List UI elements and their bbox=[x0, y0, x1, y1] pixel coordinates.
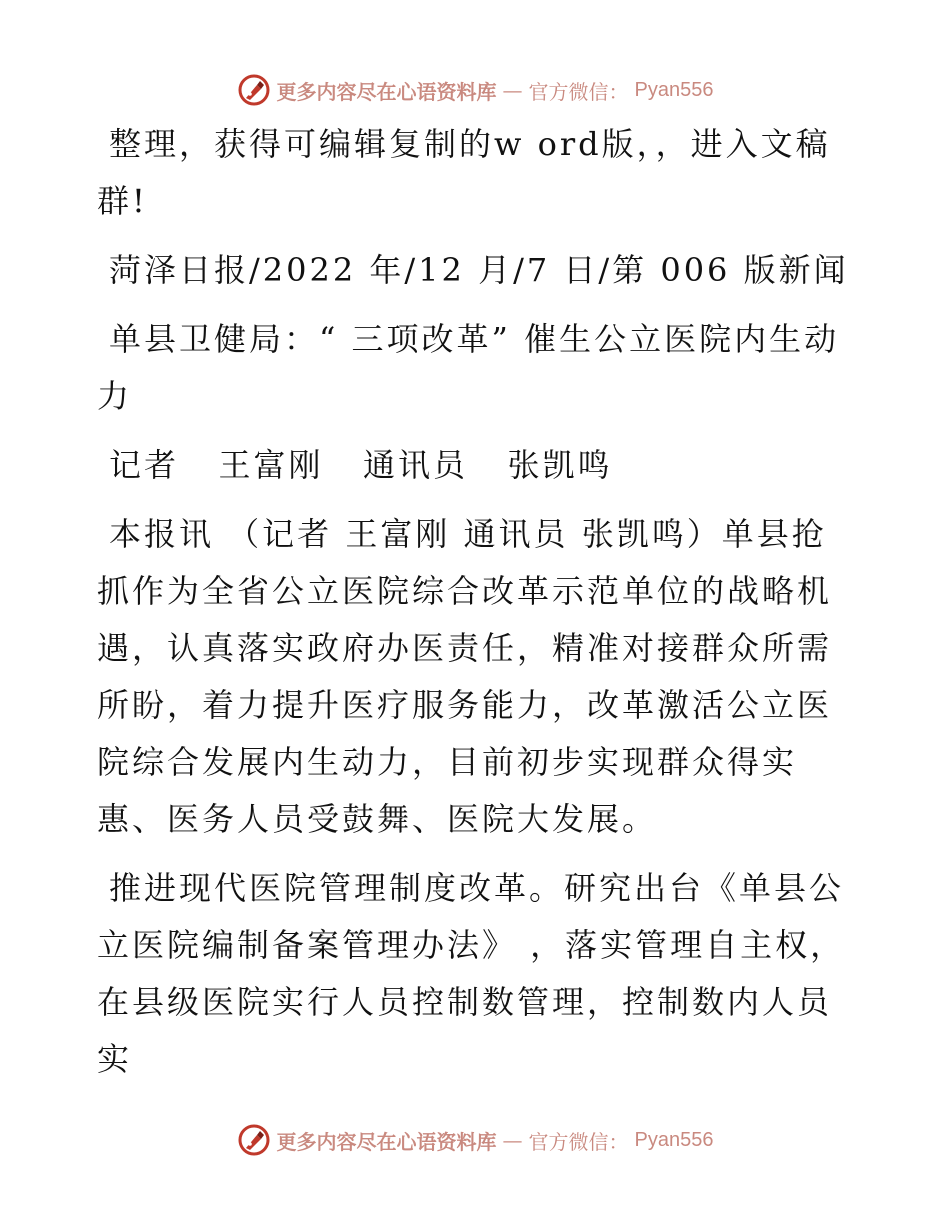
article-paragraph-2: 推进现代医院管理制度改革。研究出台《单县公立医院编制备案管理办法》 ，落实管理自主权，在县级医院实行人员控制数管理，控制数内人员实 bbox=[97, 869, 846, 1078]
header-banner bbox=[0, 70, 950, 110]
footer-banner bbox=[0, 1120, 950, 1160]
article-headline: 单县卫健局：“ 三项改革” 催生公立医院内生动力 bbox=[97, 320, 840, 415]
banner-wechat-label: 官方微信： bbox=[528, 1129, 629, 1154]
banner-brand-text: 更多内容尽在心语资料库 bbox=[276, 1129, 497, 1154]
article-paragraph-1: 本报讯 （记者 王富刚 通讯员 张凯鸣）单县抢抓作为全省公立医院综合改革示范单位的战略机遇，认真落实政府办医责任，精准对接群众所需所盼，着力提升医疗服务能力，改革激活公立医院综合发展内生动力，目前初步实现群众得实惠、医务人员受鼓舞、医院大发展。 bbox=[97, 515, 833, 838]
pen-nib-logo-icon bbox=[237, 73, 271, 107]
banner-wechat-handle: Pyan556 bbox=[634, 78, 714, 101]
banner-wechat-label: 官方微信： bbox=[528, 79, 629, 104]
banner-brand-text: 更多内容尽在心语资料库 bbox=[276, 79, 497, 104]
pen-nib-logo-icon bbox=[237, 1123, 271, 1157]
intro-line: 整理，获得可编辑复制的w ord版，，进入文稿群! bbox=[97, 125, 831, 220]
banner-separator: — bbox=[502, 78, 523, 102]
banner-wechat-handle: Pyan556 bbox=[634, 1128, 714, 1151]
source-line: 菏泽日报/2022 年/12 月/7 日/第 006 版新闻 bbox=[109, 251, 849, 289]
document-body bbox=[97, 116, 857, 1100]
banner-separator: — bbox=[502, 1128, 523, 1152]
article-byline: 记者 王富刚 通讯员 张凯鸣 bbox=[109, 446, 613, 484]
